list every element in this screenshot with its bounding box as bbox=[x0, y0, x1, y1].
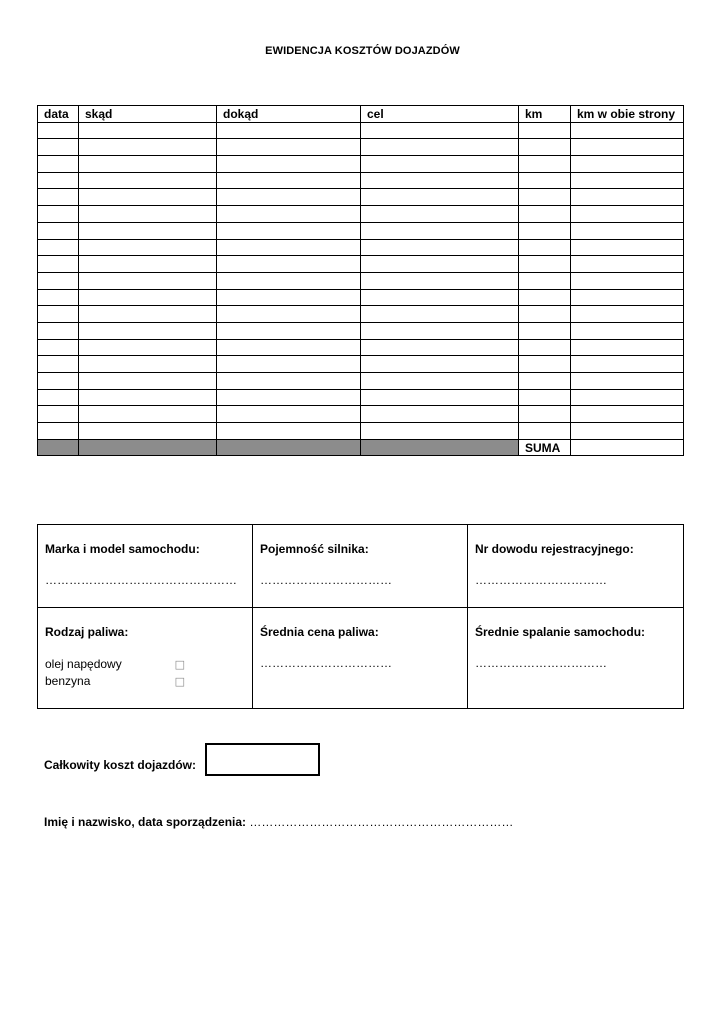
avg-consumption-label: Średnie spalanie samochodu: bbox=[475, 625, 646, 639]
table-cell[interactable] bbox=[79, 272, 217, 289]
table-cell[interactable] bbox=[519, 239, 571, 256]
table-row bbox=[38, 339, 684, 356]
table-cell[interactable] bbox=[361, 389, 519, 406]
table-cell[interactable] bbox=[79, 423, 217, 440]
table-cell[interactable] bbox=[571, 423, 684, 440]
table-cell[interactable] bbox=[519, 289, 571, 306]
table-cell[interactable] bbox=[519, 222, 571, 239]
table-row bbox=[38, 139, 684, 156]
table-cell[interactable] bbox=[571, 172, 684, 189]
vehicle-info-table bbox=[37, 524, 684, 709]
table-cell[interactable] bbox=[38, 239, 79, 256]
table-cell[interactable] bbox=[79, 406, 217, 423]
col-header-date: data bbox=[38, 106, 79, 123]
table-cell[interactable] bbox=[217, 222, 361, 239]
table-cell[interactable] bbox=[38, 423, 79, 440]
fuel-option-diesel-label: olej napędowy bbox=[45, 657, 122, 671]
table-cell[interactable] bbox=[79, 373, 217, 390]
table-cell[interactable] bbox=[38, 156, 79, 173]
table-cell[interactable] bbox=[571, 189, 684, 206]
table-cell[interactable] bbox=[571, 206, 684, 223]
empty-checkbox-icon[interactable]: □ bbox=[174, 675, 185, 688]
table-cell[interactable] bbox=[519, 156, 571, 173]
avg-fuel-price-field[interactable]: …………………………… bbox=[260, 656, 392, 670]
table-cell[interactable] bbox=[217, 239, 361, 256]
registration-label: Nr dowodu rejestracyjnego: bbox=[475, 542, 634, 556]
trip-log-table bbox=[37, 105, 684, 456]
table-cell[interactable] bbox=[79, 189, 217, 206]
sum-value-cell[interactable] bbox=[571, 439, 684, 456]
table-row bbox=[38, 272, 684, 289]
table-cell[interactable] bbox=[519, 139, 571, 156]
table-cell[interactable] bbox=[79, 206, 217, 223]
table-header-row bbox=[38, 106, 684, 123]
table-cell[interactable] bbox=[571, 289, 684, 306]
col-header-purpose: cel bbox=[361, 106, 519, 123]
table-cell[interactable] bbox=[361, 322, 519, 339]
table-cell[interactable] bbox=[571, 272, 684, 289]
table-row bbox=[38, 222, 684, 239]
table-row bbox=[38, 239, 684, 256]
avg-fuel-price-cell[interactable] bbox=[253, 608, 468, 709]
table-cell[interactable] bbox=[361, 156, 519, 173]
table-cell[interactable] bbox=[217, 139, 361, 156]
table-cell[interactable] bbox=[38, 189, 79, 206]
table-row bbox=[38, 289, 684, 306]
table-cell[interactable] bbox=[361, 239, 519, 256]
table-cell[interactable] bbox=[217, 289, 361, 306]
table-cell[interactable] bbox=[519, 406, 571, 423]
sum-row-shaded-cell bbox=[361, 439, 519, 456]
table-cell[interactable] bbox=[519, 122, 571, 139]
table-cell[interactable] bbox=[361, 289, 519, 306]
registration-field[interactable]: …………………………… bbox=[475, 573, 607, 587]
table-cell[interactable] bbox=[571, 373, 684, 390]
table-row bbox=[38, 172, 684, 189]
table-cell[interactable] bbox=[361, 256, 519, 273]
table-cell[interactable] bbox=[519, 373, 571, 390]
total-cost-field[interactable] bbox=[205, 743, 320, 776]
table-cell[interactable] bbox=[571, 389, 684, 406]
signature-line bbox=[44, 815, 513, 829]
table-cell[interactable] bbox=[519, 356, 571, 373]
table-cell[interactable] bbox=[38, 256, 79, 273]
engine-capacity-label: Pojemność silnika: bbox=[260, 542, 369, 556]
avg-consumption-field[interactable]: …………………………… bbox=[475, 656, 607, 670]
table-cell[interactable] bbox=[571, 306, 684, 323]
table-row bbox=[38, 256, 684, 273]
table-cell[interactable] bbox=[217, 356, 361, 373]
table-cell[interactable] bbox=[571, 356, 684, 373]
make-model-label: Marka i model samochodu: bbox=[45, 542, 200, 556]
table-cell[interactable] bbox=[38, 222, 79, 239]
table-cell[interactable] bbox=[217, 389, 361, 406]
fuel-type-label: Rodzaj paliwa: bbox=[45, 625, 129, 639]
col-header-km-both-ways: km w obie strony bbox=[571, 106, 684, 123]
table-cell[interactable] bbox=[519, 322, 571, 339]
table-cell[interactable] bbox=[38, 322, 79, 339]
table-cell[interactable] bbox=[38, 356, 79, 373]
table-cell[interactable] bbox=[79, 389, 217, 406]
table-cell[interactable] bbox=[217, 406, 361, 423]
make-model-cell[interactable] bbox=[38, 525, 253, 608]
table-cell[interactable] bbox=[38, 389, 79, 406]
table-cell[interactable] bbox=[361, 406, 519, 423]
table-cell[interactable] bbox=[519, 423, 571, 440]
table-cell[interactable] bbox=[217, 122, 361, 139]
table-cell[interactable] bbox=[79, 239, 217, 256]
table-cell[interactable] bbox=[361, 222, 519, 239]
table-cell[interactable] bbox=[79, 289, 217, 306]
table-cell[interactable] bbox=[217, 272, 361, 289]
table-cell[interactable] bbox=[519, 272, 571, 289]
table-cell[interactable] bbox=[38, 206, 79, 223]
table-cell[interactable] bbox=[519, 206, 571, 223]
signature-field[interactable]: ………………………………………………………… bbox=[249, 815, 514, 829]
sum-row bbox=[38, 439, 684, 456]
table-row bbox=[38, 389, 684, 406]
table-cell[interactable] bbox=[571, 322, 684, 339]
table-cell[interactable] bbox=[361, 373, 519, 390]
fuel-option-petrol-label: benzyna bbox=[45, 674, 91, 688]
engine-capacity-field[interactable]: …………………………… bbox=[260, 573, 392, 587]
table-cell[interactable] bbox=[217, 306, 361, 323]
table-cell[interactable] bbox=[217, 156, 361, 173]
empty-checkbox-icon[interactable]: □ bbox=[174, 658, 185, 671]
table-cell[interactable] bbox=[571, 139, 684, 156]
table-cell[interactable] bbox=[361, 272, 519, 289]
col-header-km: km bbox=[519, 106, 571, 123]
table-cell[interactable] bbox=[519, 339, 571, 356]
table-cell[interactable] bbox=[519, 256, 571, 273]
table-cell[interactable] bbox=[38, 339, 79, 356]
table-cell[interactable] bbox=[519, 189, 571, 206]
table-cell[interactable] bbox=[571, 156, 684, 173]
sum-label: SUMA bbox=[519, 439, 571, 456]
table-cell[interactable] bbox=[79, 256, 217, 273]
fuel-option-diesel[interactable] bbox=[45, 656, 185, 673]
col-header-to: dokąd bbox=[217, 106, 361, 123]
table-cell[interactable] bbox=[571, 256, 684, 273]
table-cell[interactable] bbox=[571, 239, 684, 256]
total-cost-label: Całkowity koszt dojazdów: bbox=[44, 758, 197, 772]
table-cell[interactable] bbox=[361, 356, 519, 373]
table-cell[interactable] bbox=[361, 423, 519, 440]
table-cell[interactable] bbox=[38, 172, 79, 189]
table-cell[interactable] bbox=[79, 339, 217, 356]
table-cell[interactable] bbox=[38, 406, 79, 423]
table-cell[interactable] bbox=[217, 373, 361, 390]
table-cell[interactable] bbox=[79, 322, 217, 339]
signature-label: Imię i nazwisko, data sporządzenia: bbox=[44, 815, 247, 829]
table-cell[interactable] bbox=[571, 122, 684, 139]
table-cell[interactable] bbox=[217, 206, 361, 223]
table-row bbox=[38, 406, 684, 423]
table-cell[interactable] bbox=[571, 339, 684, 356]
table-cell[interactable] bbox=[361, 139, 519, 156]
table-cell[interactable] bbox=[38, 373, 79, 390]
table-cell[interactable] bbox=[519, 306, 571, 323]
table-cell[interactable] bbox=[79, 356, 217, 373]
avg-consumption-cell[interactable] bbox=[468, 608, 684, 709]
table-cell[interactable] bbox=[38, 139, 79, 156]
table-cell[interactable] bbox=[79, 156, 217, 173]
table-cell[interactable] bbox=[217, 423, 361, 440]
table-row bbox=[38, 423, 684, 440]
table-cell[interactable] bbox=[79, 172, 217, 189]
table-row bbox=[38, 122, 684, 139]
table-row bbox=[38, 373, 684, 390]
table-cell[interactable] bbox=[361, 172, 519, 189]
sum-row-shaded-cell bbox=[38, 439, 79, 456]
table-cell[interactable] bbox=[217, 322, 361, 339]
table-cell[interactable] bbox=[519, 389, 571, 406]
make-model-field[interactable]: ………………………………………… bbox=[45, 573, 237, 587]
page-title: EWIDENCJA KOSZTÓW DOJAZDÓW bbox=[265, 45, 460, 57]
table-row bbox=[38, 356, 684, 373]
table-row bbox=[38, 156, 684, 173]
avg-fuel-price-label: Średnia cena paliwa: bbox=[260, 625, 379, 639]
table-cell[interactable] bbox=[217, 256, 361, 273]
registration-cell[interactable] bbox=[468, 525, 684, 608]
table-row bbox=[38, 206, 684, 223]
table-cell[interactable] bbox=[38, 122, 79, 139]
fuel-type-cell bbox=[38, 608, 253, 709]
table-cell[interactable] bbox=[361, 189, 519, 206]
col-header-from: skąd bbox=[79, 106, 217, 123]
sum-row-shaded-cell bbox=[217, 439, 361, 456]
engine-capacity-cell[interactable] bbox=[253, 525, 468, 608]
table-row bbox=[38, 306, 684, 323]
table-cell[interactable] bbox=[571, 406, 684, 423]
table-cell[interactable] bbox=[361, 339, 519, 356]
fuel-option-petrol[interactable] bbox=[45, 673, 185, 690]
table-cell[interactable] bbox=[361, 206, 519, 223]
table-cell[interactable] bbox=[79, 306, 217, 323]
table-cell[interactable] bbox=[217, 172, 361, 189]
sum-row-shaded-cell bbox=[79, 439, 217, 456]
table-row bbox=[38, 189, 684, 206]
table-cell[interactable] bbox=[38, 289, 79, 306]
table-cell[interactable] bbox=[361, 122, 519, 139]
table-cell[interactable] bbox=[571, 222, 684, 239]
table-cell[interactable] bbox=[79, 222, 217, 239]
table-row bbox=[38, 322, 684, 339]
table-cell[interactable] bbox=[79, 122, 217, 139]
table-cell[interactable] bbox=[519, 172, 571, 189]
table-cell[interactable] bbox=[38, 306, 79, 323]
table-cell[interactable] bbox=[361, 306, 519, 323]
table-cell[interactable] bbox=[217, 339, 361, 356]
table-cell[interactable] bbox=[38, 272, 79, 289]
table-cell[interactable] bbox=[79, 139, 217, 156]
table-cell[interactable] bbox=[217, 189, 361, 206]
